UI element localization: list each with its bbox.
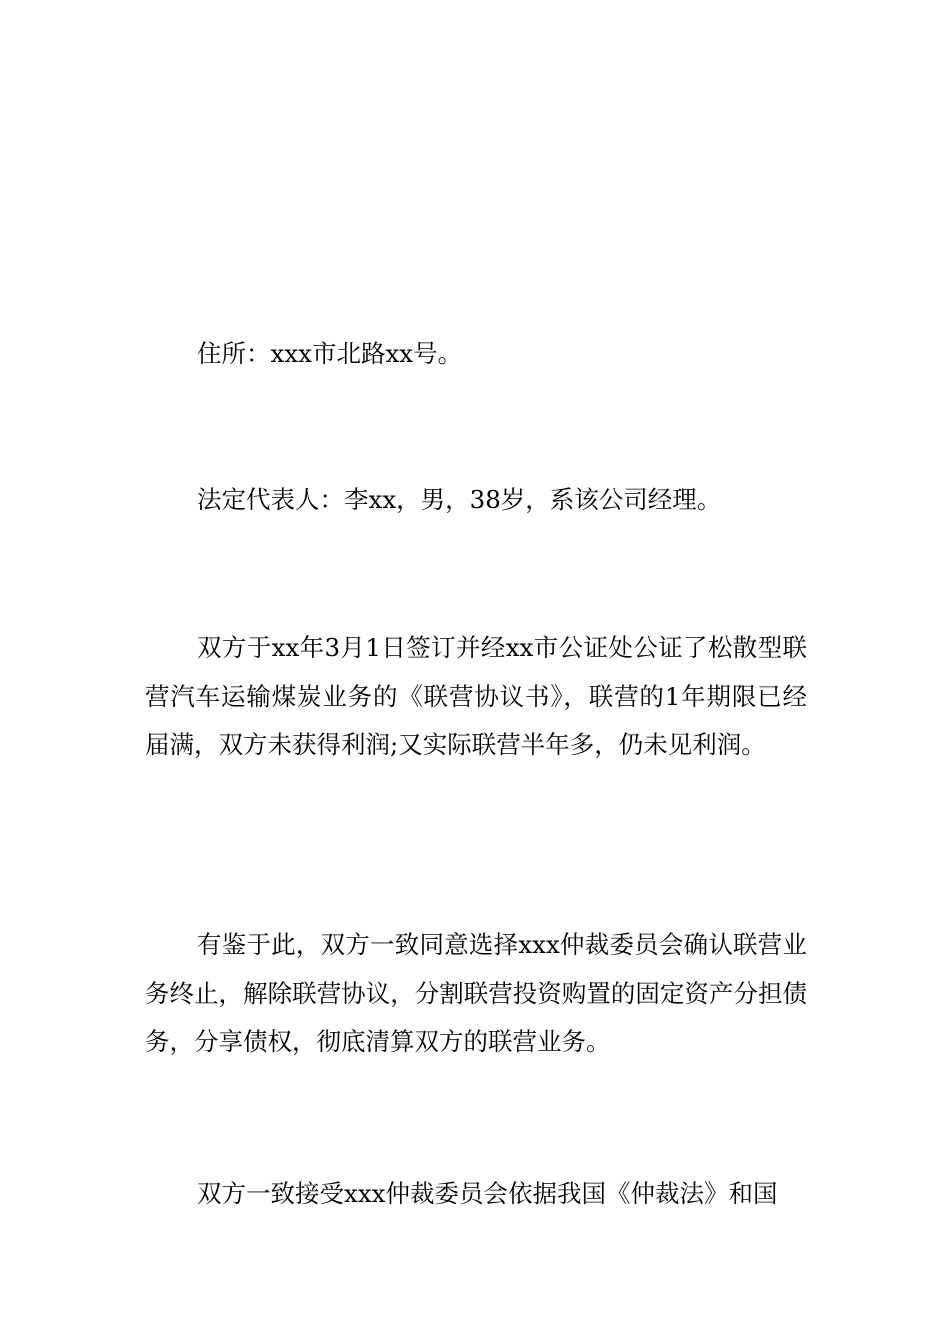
- legal-representative-paragraph: 法定代表人：李xx，男，38岁，系该公司经理。: [197, 485, 722, 514]
- arbitration-acceptance-paragraph: 双方一致接受xxx仲裁委员会依据我国《仲裁法》和国: [197, 1179, 778, 1208]
- address-paragraph: 住所：xxx市北路xx号。: [197, 339, 463, 368]
- termination-agreement-paragraph: 有鉴于此，双方一致同意选择xxx仲裁委员会确认联营业务终止，解除联营协议，分割联营投资购置的固定资产分担债务，分享债权，彻底清算双方的联营业务。: [145, 930, 807, 1056]
- agreement-background-paragraph: 双方于xx年3月1日签订并经xx市公证处公证了松散型联营汽车运输煤炭业务的《联营协议书》，联营的1年期限已经届满，双方未获得利润;又实际联营半年多，仍未见利润。: [145, 633, 807, 759]
